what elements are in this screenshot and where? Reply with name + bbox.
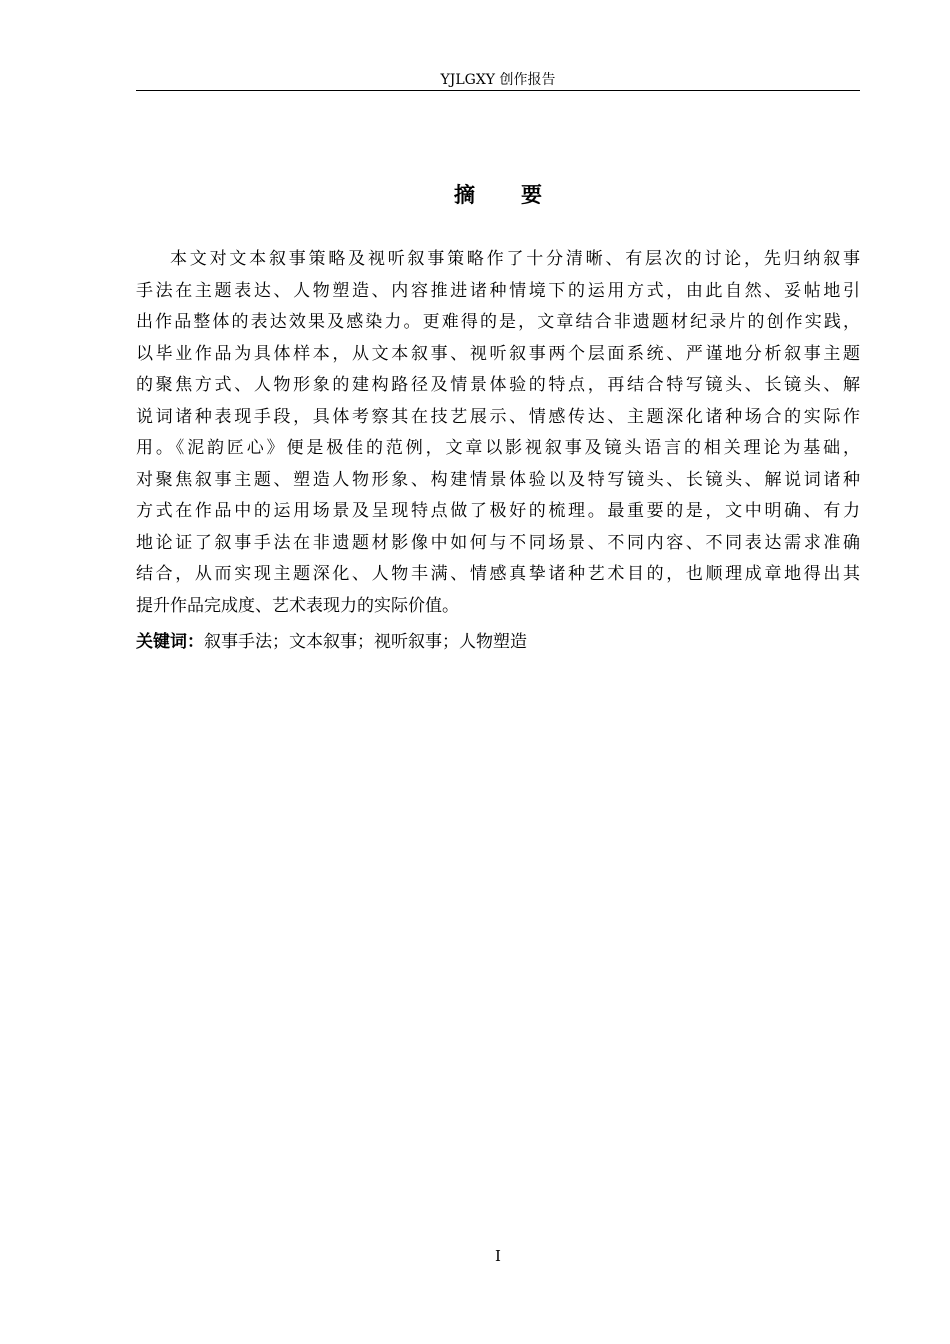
keywords-label: 关键词： bbox=[136, 632, 204, 652]
abstract-line: 本文对文本叙事策略及视听叙事策略作了十分清晰、有层次的讨论，先归纳叙事 bbox=[170, 249, 860, 269]
abstract-line: 的聚焦方式、人物形象的建构路径及情景体验的特点，再结合特写镜头、长镜头、解 bbox=[136, 375, 860, 395]
header-divider bbox=[136, 90, 860, 91]
abstract-line: 以毕业作品为具体样本，从文本叙事、视听叙事两个层面系统、严谨地分析叙事主题 bbox=[136, 343, 860, 364]
abstract-title-char-1: 摘 bbox=[454, 183, 475, 207]
abstract-line: 地论证了叙事手法在非遗题材影像中如何与不同场景、不同内容、不同表达需求准确 bbox=[136, 532, 860, 553]
abstract-line: 提升作品完成度、艺术表现力的实际价值。 bbox=[136, 595, 459, 616]
abstract-line: 手法在主题表达、人物塑造、内容推进诸种情境下的运用方式，由此自然、妥帖地引 bbox=[136, 280, 860, 301]
keywords-value: 叙事手法；文本叙事；视听叙事；人物塑造 bbox=[204, 632, 527, 652]
running-header: YJLGXY 创作报告 bbox=[440, 72, 556, 88]
abstract-line: 出作品整体的表达效果及感染力。更难得的是，文章结合非遗题材纪录片的创作实践， bbox=[136, 312, 860, 332]
abstract-body bbox=[136, 244, 860, 622]
page-number: I bbox=[495, 1247, 501, 1265]
keywords bbox=[136, 628, 860, 656]
abstract-line: 方式在作品中的运用场景及呈现特点做了极好的梳理。最重要的是，文中明确、有力 bbox=[136, 501, 860, 521]
abstract-line: 结合，从而实现主题深化、人物丰满、情感真挚诸种艺术目的，也顺理成章地得出其 bbox=[136, 564, 860, 584]
abstract-line: 用。《泥韵匠心》便是极佳的范例，文章以影视叙事及镜头语言的相关理论为基础， bbox=[136, 438, 860, 458]
abstract-line: 对聚焦叙事主题、塑造人物形象、构建情景体验以及特写镜头、长镜头、解说词诸种 bbox=[136, 469, 860, 490]
abstract-title bbox=[136, 180, 860, 210]
abstract-line: 说词诸种表现手段，具体考察其在技艺展示、情感传达、主题深化诸种场合的实际作 bbox=[136, 406, 860, 427]
abstract-title-char-2: 要 bbox=[521, 183, 542, 207]
